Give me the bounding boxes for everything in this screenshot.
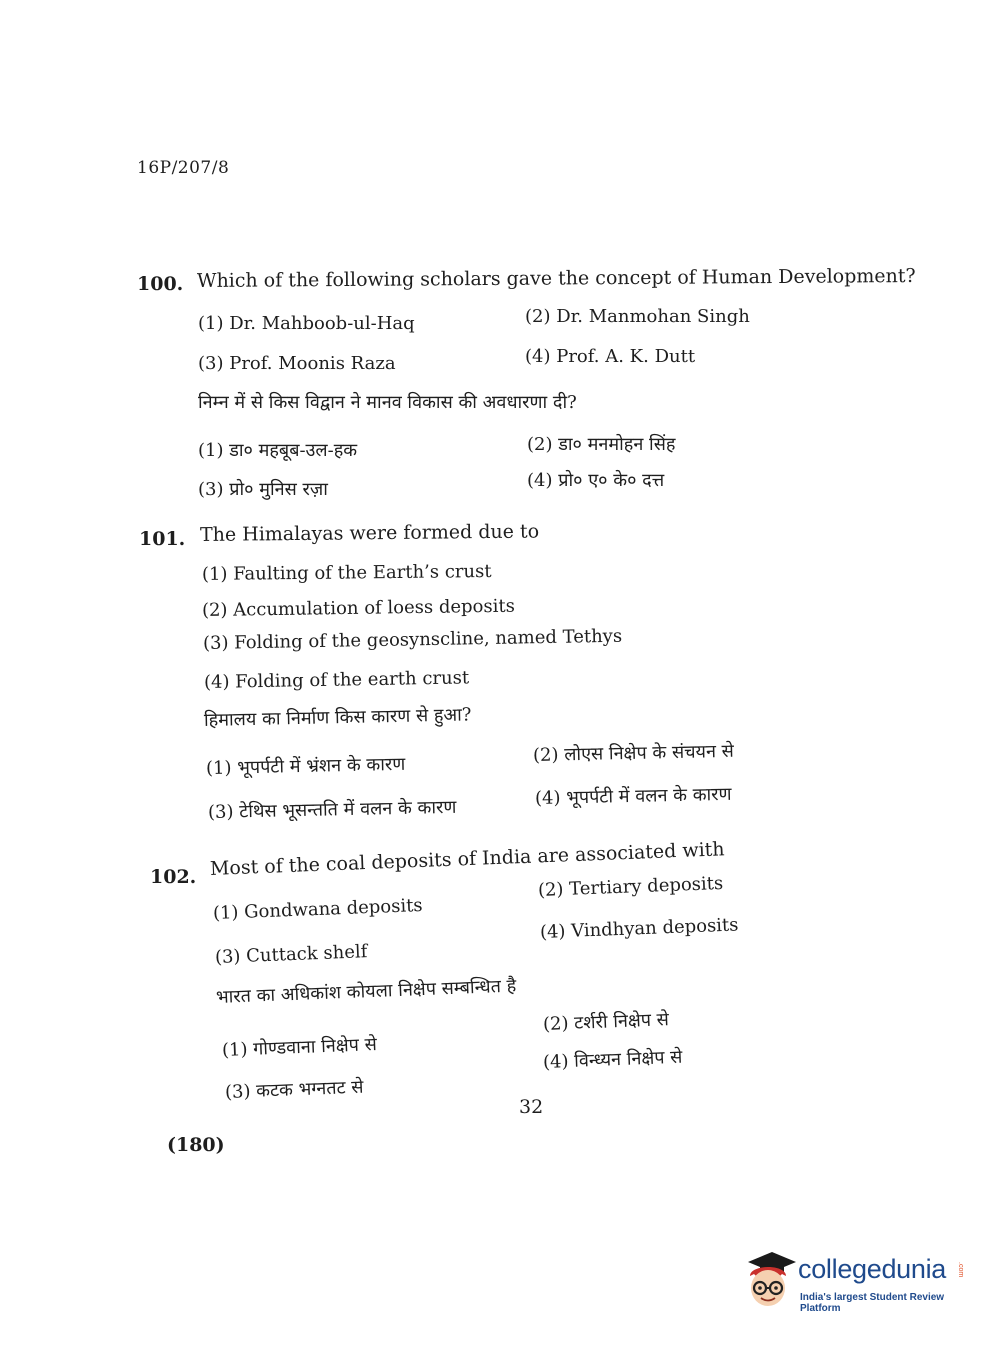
logo-wordmark: collegedunia — [798, 1254, 947, 1284]
option-hi: (3) प्रो० मुनिस रज़ा — [198, 479, 328, 500]
mascot-icon — [742, 1250, 796, 1310]
option-en: (4) Prof. A. K. Dutt — [525, 346, 696, 367]
option-en: (1) Dr. Mahboob-ul-Haq — [198, 313, 415, 334]
option-hi: (4) भूपर्पटी में वलन के कारण — [534, 783, 732, 809]
question-text-en: Most of the coal deposits of India are associated with — [209, 838, 725, 880]
collegedunia-logo — [742, 1248, 974, 1316]
option-en: (4) Folding of the earth crust — [203, 667, 470, 693]
option-hi: (2) डा० मनमोहन सिंह — [527, 434, 676, 455]
logo-tagline: India's largest Student Review Platform — [800, 1292, 945, 1314]
option-hi: (1) डा० महबूब-उल-हक — [198, 440, 358, 461]
option-en: (1) Gondwana deposits — [212, 894, 423, 924]
option-hi: (1) भूपर्पटी में भ्रंशन के कारण — [205, 753, 406, 779]
question-text-en: Which of the following scholars gave the concept of Human Development? — [196, 264, 916, 292]
question-text-hi: भारत का अधिकांश कोयला निक्षेप सम्बन्धित है — [215, 975, 517, 1008]
question-text-en: The Himalayas were formed due to — [199, 520, 540, 546]
option-en: (2) Tertiary deposits — [537, 872, 724, 901]
option-en: (3) Cuttack shelf — [214, 941, 368, 968]
question-number: 101. — [139, 528, 186, 550]
option-hi: (2) टर्शरी निक्षेप से — [542, 1009, 670, 1035]
option-hi: (3) टेथिस भूसन्तति में वलन के कारण — [207, 796, 457, 823]
option-en: (3) Prof. Moonis Raza — [198, 353, 396, 374]
option-hi: (4) विन्ध्यन निक्षेप से — [542, 1046, 683, 1073]
option-hi: (1) गोण्डवाना निक्षेप से — [221, 1034, 378, 1061]
question-text-hi: हिमालय का निर्माण किस कारण से हुआ? — [203, 704, 472, 731]
option-en: (1) Faulting of the Earth’s crust — [201, 560, 492, 585]
option-hi: (3) कटक भग्नतट से — [224, 1076, 364, 1103]
question-number: 102. — [150, 866, 197, 888]
footer-code: (180) — [167, 1134, 225, 1156]
option-hi: (4) प्रो० ए० के० दत्त — [527, 470, 665, 491]
page-number: 32 — [519, 1096, 544, 1118]
question-text-hi: निम्न में से किस विद्वान ने मानव विकास की अवधारणा दी? — [198, 392, 577, 413]
option-hi: (2) लोएस निक्षेप के संचयन से — [532, 740, 735, 766]
paper-code: 16P/207/8 — [137, 158, 230, 178]
option-en: (2) Accumulation of loess deposits — [201, 595, 516, 621]
question-number: 100. — [137, 273, 184, 295]
logo-domain-suffix: .com — [957, 1262, 964, 1278]
option-en: (2) Dr. Manmohan Singh — [525, 306, 750, 327]
option-en: (4) Vindhyan deposits — [539, 914, 739, 943]
option-en: (3) Folding of the geosynscline, named Tethys — [202, 625, 623, 654]
